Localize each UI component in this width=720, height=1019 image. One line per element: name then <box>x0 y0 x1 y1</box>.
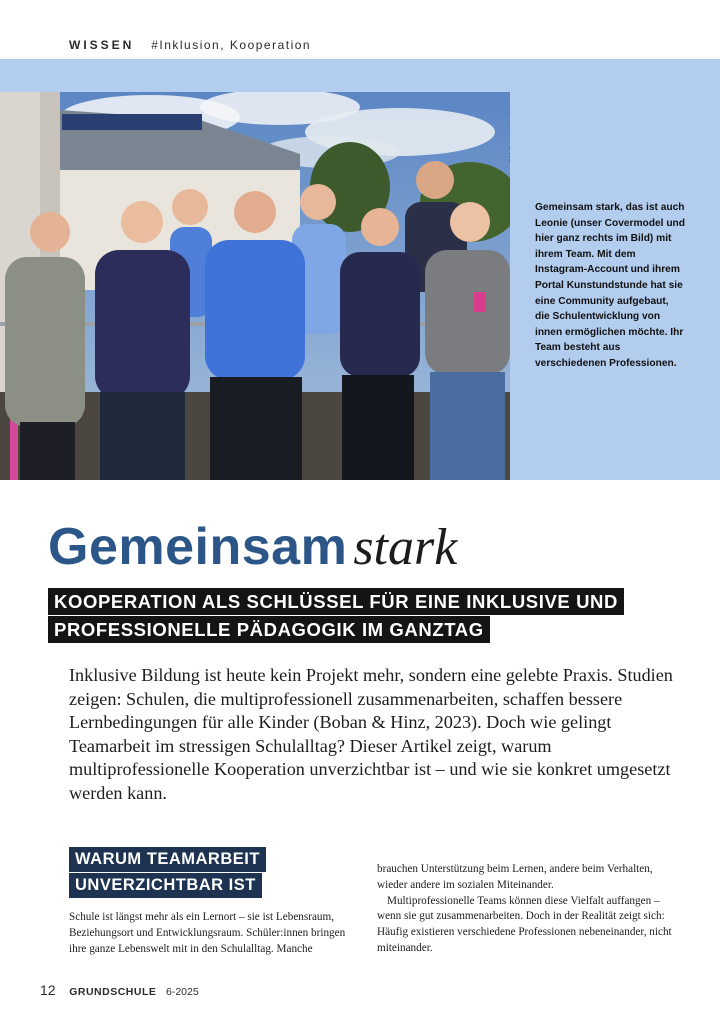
body-paragraph: Schule ist längst mehr als ein Lernort – sie ist Lebensraum, Beziehungsort und Entwicklungsraum. Schüler:innen bringen ihre ganze Lebenswelt mit in den Schulalltag. Manche <box>69 911 346 955</box>
issue-number: 6-2025 <box>166 986 199 998</box>
top-color-band <box>0 59 720 92</box>
team-photo <box>0 92 510 480</box>
article-title <box>48 515 457 592</box>
section-heading-line-1: WARUM TEAMARBEIT <box>69 847 266 872</box>
body-paragraph: Multiprofessionelle Teams können diese Vielfalt auffangen – wenn sie gut zusammenarbeiten. Doch in der Realität zeigt sich: Häufig existieren verschiedene Professionen nebeneinander, nicht miteinander. <box>377 894 672 954</box>
article-subtitle <box>48 588 624 644</box>
page-number: 12 <box>40 982 56 998</box>
body-column-2 <box>377 862 677 957</box>
running-header <box>69 38 311 52</box>
title-italic-word: stark <box>353 519 458 576</box>
lead-paragraph: Inklusive Bildung ist heute kein Projekt mehr, sondern eine gelebte Praxis. Studien zeigen: Schulen, die multiprofessionell zusammenarbeiten, schaffen bessere Lernbedingungen für alle Kinder (Boban & Hinz, 2023). Doch wie gelingt Teamarbeit im stressigen Schulalltag? Dieser Artikel zeigt, warum multiprofessionelle Kooperation unverzichtbar ist – und wie sie konkret umgesetzt werden kann. <box>69 665 673 803</box>
topic-tags: #Inklusion, Kooperation <box>151 38 312 52</box>
section-heading <box>69 847 266 899</box>
subtitle-line-1: KOOPERATION ALS SCHLÜSSEL FÜR EINE INKLUSIVE UND <box>48 588 624 615</box>
page-footer <box>40 982 199 998</box>
body-column-1 <box>69 910 361 957</box>
magazine-name: GRUNDSCHULE <box>69 986 157 998</box>
photo-caption: Gemeinsam stark, das ist auch Leonie (unser Covermodel und hier ganz rechts im Bild) mit ihrem Team. Mit dem Instagram-Account und ihrem Portal Kunstundstunde hat sie eine Community aufgebaut, die Schulentwicklung von innen ermöglichen möchte. Ihr Team besteht aus verschiedenen Professionen. <box>535 202 686 369</box>
subtitle-line-2: PROFESSIONELLE PÄDAGOGIK IM GANZTAG <box>48 616 490 643</box>
body-paragraph: brauchen Unterstützung beim Lernen, andere beim Verhalten, wieder andere im sozialen Miteinander. <box>377 863 653 891</box>
section-heading-line-2: UNVERZICHTBAR IST <box>69 873 262 898</box>
section-label: WISSEN <box>69 38 135 52</box>
title-bold-word: Gemeinsam <box>48 518 348 576</box>
